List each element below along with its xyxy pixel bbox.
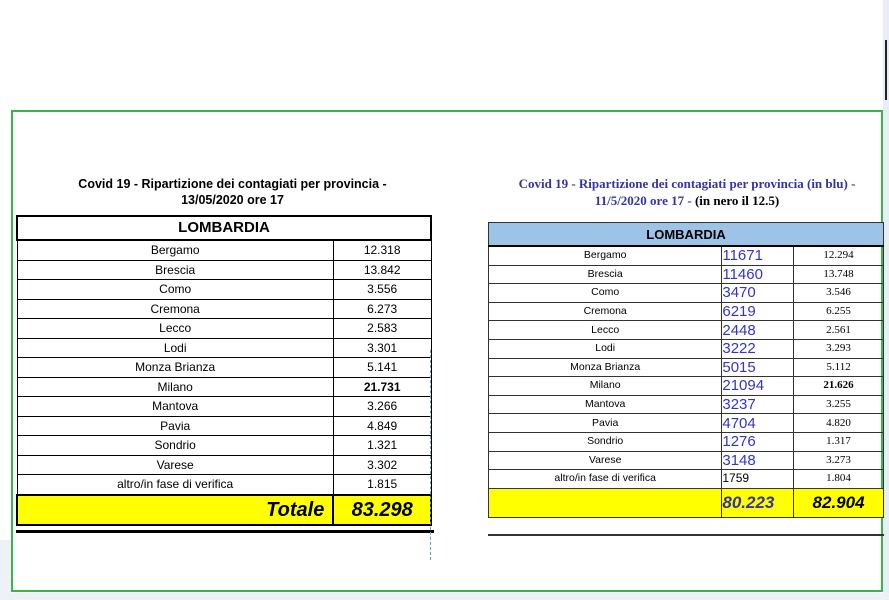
- left-title-line2: 13/05/2020 ore 17: [181, 193, 284, 207]
- table-row: Cremona 6219 6.255: [489, 302, 884, 321]
- table-row: Pavia 4704 4.820: [489, 414, 884, 433]
- right-title-line2: 11/5/2020 ore 17 - (in nero il 12.5): [594, 193, 780, 208]
- right-table-underline: [488, 534, 884, 536]
- table-row: Varese 3148 3.273: [489, 451, 884, 470]
- total-row: [489, 488, 884, 517]
- table-row: Monza Brianza 5.141: [17, 358, 431, 378]
- left-table: [16, 215, 432, 526]
- table-row: altro/in fase di verifica 1.815: [17, 475, 431, 495]
- dashed-guide: [430, 350, 432, 560]
- left-table-underline: [16, 530, 434, 533]
- table-row: Como 3470 3.546: [489, 284, 884, 303]
- right-table-header: LOMBARDIA: [489, 223, 884, 247]
- table-row: Sondrio 1.321: [17, 436, 431, 456]
- table-row: Milano 21094 21.626: [489, 377, 884, 396]
- table-row: Lodi 3.301: [17, 338, 431, 358]
- bottom-strip: [0, 593, 889, 600]
- table-row: Monza Brianza 5015 5.112: [489, 358, 884, 377]
- table-row: Pavia 4.849: [17, 416, 431, 436]
- left-title-line1: Covid 19 - Ripartizione dei contagiati per provincia -: [78, 177, 387, 191]
- right-title: [487, 175, 887, 209]
- right-title-line1: Covid 19 - Ripartizione dei contagiati per provincia (in blu) -: [518, 176, 856, 191]
- table-row: Sondrio 1276 1.317: [489, 432, 884, 451]
- left-title: [20, 176, 445, 208]
- right-table: [488, 222, 884, 518]
- table-row: Lecco 2448 2.561: [489, 321, 884, 340]
- table-row: Mantova 3.266: [17, 397, 431, 417]
- table-row: Milano 21.731: [17, 377, 431, 397]
- table-row: Brescia 13.842: [17, 260, 431, 280]
- left-table-header: LOMBARDIA: [17, 216, 431, 240]
- table-row: Cremona 6.273: [17, 299, 431, 319]
- left-strip: [0, 540, 11, 600]
- total-nero: 82.904: [794, 488, 884, 517]
- table-row: Bergamo 12.318: [17, 240, 431, 260]
- table-row: Como 3.556: [17, 280, 431, 300]
- total-blu: 80.223: [722, 488, 794, 517]
- table-row: Lodi 3222 3.293: [489, 339, 884, 358]
- total-value: 83.298: [333, 495, 431, 525]
- table-row: Brescia 11460 13.748: [489, 265, 884, 284]
- table-row: altro/in fase di verifica 1759 1.804: [489, 470, 884, 489]
- table-row: Lecco 2.583: [17, 319, 431, 339]
- total-row: [17, 495, 431, 525]
- table-row: Bergamo 11671 12.294: [489, 246, 884, 265]
- window-edge-mark: [885, 40, 887, 100]
- total-label: Totale: [17, 495, 333, 525]
- table-row: Varese 3.302: [17, 455, 431, 475]
- table-row: Mantova 3237 3.255: [489, 395, 884, 414]
